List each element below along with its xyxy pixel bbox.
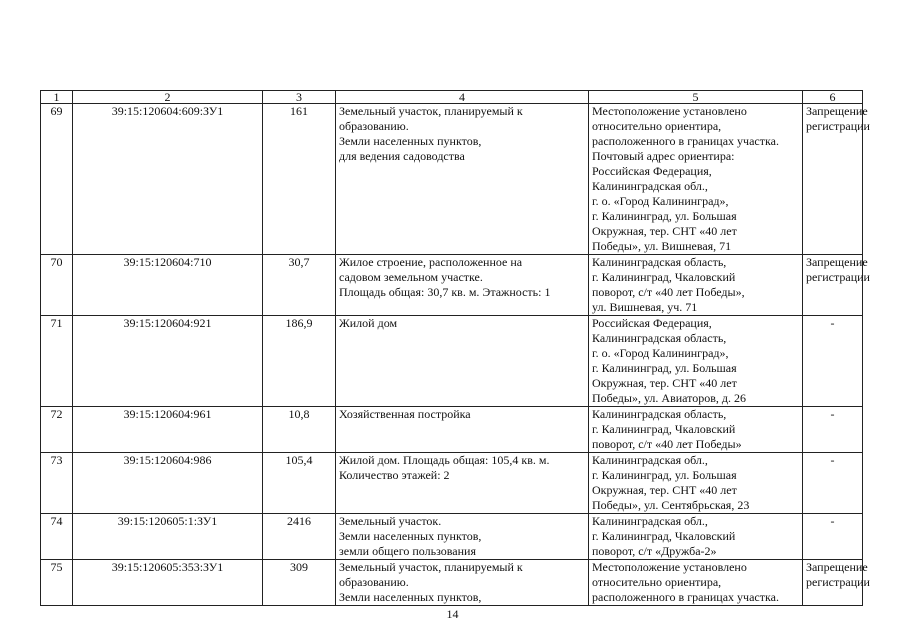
cell-line: Земли населенных пунктов, bbox=[339, 590, 482, 604]
note-cell bbox=[803, 104, 870, 255]
area-cell: 161 bbox=[263, 104, 336, 255]
cell-line: относительно ориентира, bbox=[592, 575, 722, 589]
page-number: 14 bbox=[446, 607, 459, 621]
row-number: 70 bbox=[41, 255, 73, 316]
cell-line: расположенного в границах участка. bbox=[592, 590, 779, 604]
cell-line: Калининградская обл., bbox=[592, 453, 708, 467]
cell-line: Калининградская область, bbox=[592, 255, 727, 269]
cell-line: Хозяйственная постройка bbox=[339, 407, 471, 421]
table-row bbox=[41, 407, 863, 453]
description-cell bbox=[336, 316, 589, 407]
cadastral-number: 39:15:120604:986 bbox=[73, 453, 263, 514]
cell-line: Калининградская обл., bbox=[592, 514, 708, 528]
cell-line: Местоположение установлено bbox=[592, 560, 747, 574]
cell-line: - bbox=[830, 453, 835, 467]
area-cell: 2416 bbox=[263, 514, 336, 560]
row-number: 69 bbox=[41, 104, 73, 255]
cell-line: садовом земельном участке. bbox=[339, 270, 483, 284]
cell-line: Окружная, тер. СНТ «40 лет bbox=[592, 224, 737, 238]
description-cell bbox=[336, 560, 589, 606]
cell-line: Победы», ул. Авиаторов, д. 26 bbox=[592, 391, 747, 405]
area-cell: 309 bbox=[263, 560, 336, 606]
note-cell bbox=[803, 560, 870, 606]
location-cell bbox=[589, 407, 803, 453]
cell-line: образованию. bbox=[339, 575, 409, 589]
area-cell: 30,7 bbox=[263, 255, 336, 316]
note-cell bbox=[803, 255, 870, 316]
cell-line: г. о. «Город Калининград», bbox=[592, 194, 729, 208]
cell-line: Запрещение bbox=[806, 255, 868, 269]
location-cell bbox=[589, 514, 803, 560]
area-cell: 10,8 bbox=[263, 407, 336, 453]
cell-line: Запрещение bbox=[806, 104, 868, 118]
cadastral-number: 39:15:120604:609:ЗУ1 bbox=[73, 104, 263, 255]
row-number: 74 bbox=[41, 514, 73, 560]
cell-line: регистрации bbox=[806, 119, 870, 133]
cell-line: Окружная, тер. СНТ «40 лет bbox=[592, 483, 737, 497]
cell-line: Жилой дом bbox=[339, 316, 398, 330]
cell-line: Земельный участок, планируемый к bbox=[339, 560, 523, 574]
cell-line: г. Калининград, ул. Большая bbox=[592, 468, 737, 482]
description-cell bbox=[336, 255, 589, 316]
cell-line: Российская Федерация, bbox=[592, 164, 712, 178]
location-cell bbox=[589, 560, 803, 606]
location-cell bbox=[589, 453, 803, 514]
area-cell: 186,9 bbox=[263, 316, 336, 407]
cell-line: Площадь общая: 30,7 кв. м. Этажность: 1 bbox=[339, 285, 551, 299]
cell-line: поворот, с/т «Дружба-2» bbox=[592, 544, 717, 558]
cell-line: Земли населенных пунктов, bbox=[339, 134, 482, 148]
cell-line: регистрации bbox=[806, 575, 870, 589]
cell-line: Победы», ул. Вишневая, 71 bbox=[592, 239, 732, 253]
cell-line: Земельный участок. bbox=[339, 514, 442, 528]
cell-line: г. Калининград, ул. Большая bbox=[592, 209, 737, 223]
cell-line: регистрации bbox=[806, 270, 870, 284]
cell-line: Калининградская область, bbox=[592, 331, 727, 345]
cell-line: Победы», ул. Сентябрьская, 23 bbox=[592, 498, 750, 512]
location-cell bbox=[589, 104, 803, 255]
table-row bbox=[41, 514, 863, 560]
cell-line: Жилой дом. Площадь общая: 105,4 кв. м. bbox=[339, 453, 550, 467]
table-row bbox=[41, 453, 863, 514]
cadastral-number: 39:15:120604:961 bbox=[73, 407, 263, 453]
cadastral-number: 39:15:120604:921 bbox=[73, 316, 263, 407]
note-cell bbox=[803, 407, 863, 453]
cell-line: Российская Федерация, bbox=[592, 316, 712, 330]
location-cell bbox=[589, 255, 803, 316]
note-cell bbox=[803, 514, 863, 560]
cell-line: Окружная, тер. СНТ «40 лет bbox=[592, 376, 737, 390]
cadastral-table bbox=[40, 90, 870, 606]
location-cell bbox=[589, 316, 803, 407]
cadastral-number: 39:15:120605:353:ЗУ1 bbox=[73, 560, 263, 606]
cell-line: - bbox=[830, 316, 835, 330]
note-cell bbox=[803, 316, 863, 407]
cell-line: Земельный участок, планируемый к bbox=[339, 104, 523, 118]
cell-line: Местоположение установлено bbox=[592, 104, 747, 118]
table-body bbox=[41, 104, 870, 606]
note-cell bbox=[803, 453, 863, 514]
table-row bbox=[41, 316, 863, 407]
cadastral-number: 39:15:120605:1:ЗУ1 bbox=[73, 514, 263, 560]
description-cell bbox=[336, 407, 589, 453]
cell-line: г. Калининград, ул. Большая bbox=[592, 361, 737, 375]
area-cell: 105,4 bbox=[263, 453, 336, 514]
cell-line: - bbox=[830, 407, 835, 421]
column-header-4: 4 bbox=[336, 91, 589, 104]
column-header-2: 2 bbox=[73, 91, 263, 104]
header-row bbox=[41, 91, 863, 104]
row-number: 72 bbox=[41, 407, 73, 453]
table-row bbox=[41, 560, 863, 606]
cell-line: г. о. «Город Калининград», bbox=[592, 346, 729, 360]
column-header-3: 3 bbox=[263, 91, 336, 104]
table-row bbox=[41, 104, 863, 255]
cell-line: Калининградская обл., bbox=[592, 179, 708, 193]
cadastral-number: 39:15:120604:710 bbox=[73, 255, 263, 316]
column-header-1: 1 bbox=[41, 91, 73, 104]
cell-line: Жилое строение, расположенное на bbox=[339, 255, 523, 269]
cell-line: Запрещение bbox=[806, 560, 868, 574]
cell-line: поворот, с/т «40 лет Победы», bbox=[592, 285, 745, 299]
cell-line: для ведения садоводства bbox=[339, 149, 465, 163]
cell-line: земли общего пользования bbox=[339, 544, 476, 558]
cell-line: расположенного в границах участка. bbox=[592, 134, 779, 148]
table-row bbox=[41, 255, 863, 316]
description-cell bbox=[336, 453, 589, 514]
cell-line: ул. Вишневая, уч. 71 bbox=[592, 300, 698, 314]
cell-line: г. Калининград, Чкаловский bbox=[592, 529, 736, 543]
description-cell bbox=[336, 104, 589, 255]
column-header-5: 5 bbox=[589, 91, 803, 104]
row-number: 71 bbox=[41, 316, 73, 407]
row-number: 75 bbox=[41, 560, 73, 606]
row-number: 73 bbox=[41, 453, 73, 514]
description-cell bbox=[336, 514, 589, 560]
table-header bbox=[41, 91, 863, 104]
column-header-6: 6 bbox=[803, 91, 863, 104]
cell-line: - bbox=[830, 514, 835, 528]
cell-line: Почтовый адрес ориентира: bbox=[592, 149, 735, 163]
cell-line: образованию. bbox=[339, 119, 409, 133]
cell-line: Земли населенных пунктов, bbox=[339, 529, 482, 543]
cell-line: г. Калининград, Чкаловский bbox=[592, 270, 736, 284]
cell-line: г. Калининград, Чкаловский bbox=[592, 422, 736, 436]
cell-line: Количество этажей: 2 bbox=[339, 468, 450, 482]
cell-line: относительно ориентира, bbox=[592, 119, 722, 133]
cell-line: Калининградская область, bbox=[592, 407, 727, 421]
cell-line: поворот, с/т «40 лет Победы» bbox=[592, 437, 742, 451]
